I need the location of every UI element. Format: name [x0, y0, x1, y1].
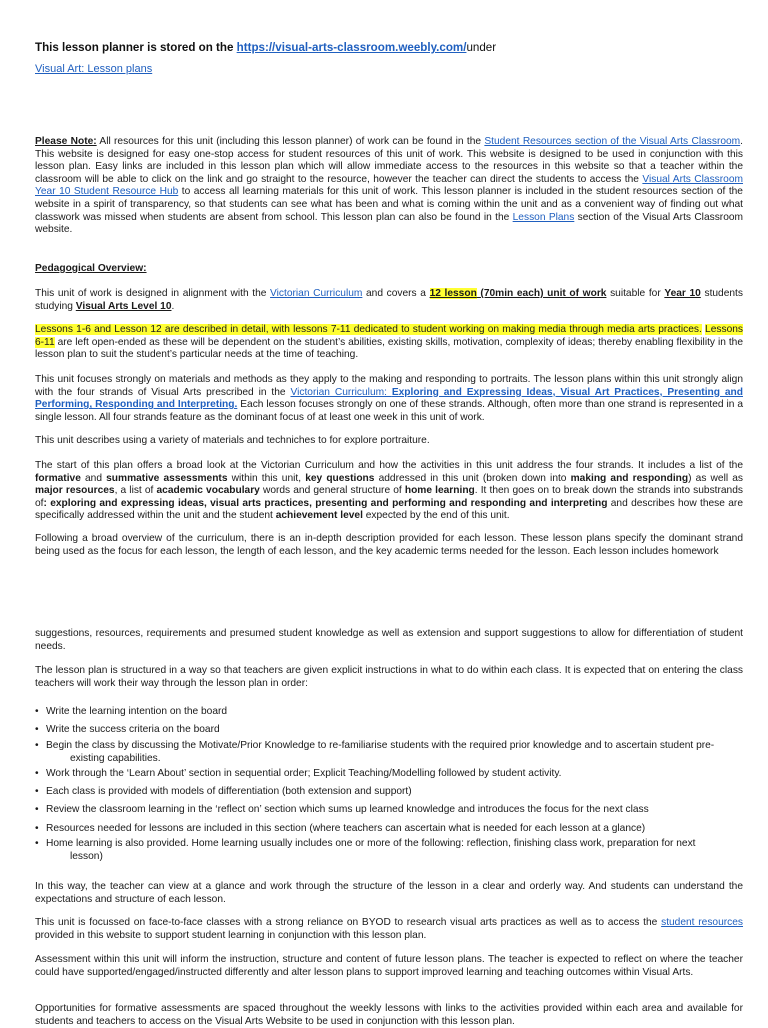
curriculum-strands-link[interactable]: Victorian Curriculum: Exploring and Expressing Ideas, Visual Art Practices, Presenting and Performing, Responding and Interpreting.: [35, 386, 743, 411]
list-item: • Work through the ‘Learn About’ section in sequential order; Explicit Teaching/Modelling followed by student activity.: [35, 768, 562, 779]
materials-methods-paragraph: This unit focuses strongly on materials and methods as they apply to the making and responding to portraits. The lesson plans within this unit strongly align with the four strands of Visual Arts prescribed in the Victorian Curriculum: Exploring and Expressing Ideas, Visual Art Practices, Presenting and Performing, Responding and Interpreting. Each lesson focuses strongly on one of these strands. Although, often more than one strand is represented in a single lesson. All four strands feature as the dominant focus of at least one week in this unit of work.: [35, 374, 744, 423]
list-item: • Write the learning intention on the board: [35, 706, 228, 717]
victorian-curriculum-link[interactable]: Victorian Curriculum: [270, 288, 363, 299]
unit-alignment-paragraph: This unit of work is designed in alignment with the Victorian Curriculum and covers a 12 lesson (70min each) unit of work suitable for Year 10 students studying Visual Arts Level 10.: [35, 288, 743, 312]
byod-paragraph: This unit is focussed on face-to-face classes with a strong reliance on BYOD to research visual arts practices as well as to access the student resources provided in this website to support student learning in conjunction with this lesson plan.: [35, 917, 743, 941]
list-item: • Review the classroom learning in the ‘reflect on’ section which sums up learned knowledge and introduces the focus for the next class: [35, 804, 649, 815]
list-item: • Resources needed for lessons are included in this section (where teachers can ascertain what is needed for each lesson at a glance): [35, 823, 646, 834]
student-resources-link[interactable]: Student Resources section of the Visual Arts Classroom: [484, 136, 741, 147]
lesson-plans-link-line: [35, 63, 743, 76]
please-note-paragraph: Please Note: All resources for this unit (including this lesson planner) of work can be found in the Student Resources section of the Visual Arts Classroom. This website is designed for easy one-stop access for student resources of this unit of work. This website is designed to be used in conjunction with this lesson plan. Easy links are included in this lesson plan which will allow immediate access to the resources in this website so that a teacher within the classroom will be able to click on the link and go straight to the resource, however the teacher can direct the students to access the Visual Arts Classroom Year 10 Student Resource Hub to access all learning materials for this unit of work. This lesson planner is included in the student resources section of the website in a spirit of transparency, so that students can see what has been and what is coming within the unit and as a convenient way of finding out what classwork was missed when students are absent from school. This lesson plan can also be found in the Lesson Plans section of the Visual Arts Classroom website.: [35, 136, 744, 236]
list-item: • Home learning is also provided. Home learning usually includes one or more of the following: reflection, finishing class work, preparation for next lesson): [35, 838, 696, 862]
planner-location-line: This lesson planner is stored on the https://visual-arts-classroom.weebly.com/under: [35, 41, 497, 54]
student-resources-inline-link[interactable]: student resources: [661, 917, 743, 928]
pedagogical-overview-heading: Pedagogical Overview:: [35, 263, 147, 274]
website-url-link[interactable]: https://visual-arts-classroom.weebly.com/: [236, 41, 467, 54]
lesson-plans-section-link[interactable]: Lesson Plans: [512, 211, 575, 223]
list-item: • Each class is provided with models of differentiation (both extension and support): [35, 786, 412, 797]
list-item: • Write the success criteria on the board: [35, 724, 220, 735]
plan-start-paragraph: The start of this plan offers a broad look at the Victorian Curriculum and how the activities in this unit address the four strands. It includes a list of the formative and summative assessments within this unit, key questions addressed in this unit (broken down into making and responding) as well as major resources, a list of academic vocabulary words and general structure of home learning. It then goes on to break down the strands into substrands of: exploring and expressing ideas, visual arts practices, presenting and performing and responding and interpreting and describes how these are specifically addressed within the unit and the student achievement level expected by the end of this unit.: [35, 460, 743, 522]
list-item: • Begin the class by discussing the Motivate/Prior Knowledge to re-familiarise students with the required prior knowledge and to ascertain student pre- existing capabilities.: [35, 740, 715, 764]
resource-hub-link[interactable]: Visual Arts Classroom Year 10 Student Resource Hub: [35, 173, 743, 198]
materials-variety-paragraph: This unit describes using a variety of materials and techniches to for explore portraiture.: [35, 435, 430, 446]
assessment-paragraph: Assessment within this unit will inform the instruction, structure and content of future lesson plans. The teacher is expected to reflect on where the teacher could have supported/engaged/instructed differently and alter lesson plans to support improved learning and teaching outcomes within Visual Arts.: [35, 954, 743, 978]
formative-opportunities-paragraph: Opportunities for formative assessments are spaced throughout the weekly lessons with links to the activities provided within each area and available for students and teachers to access on the Visual Arts Website to be used in conjunction with this lesson plan.: [35, 1003, 743, 1027]
lesson-plans-link[interactable]: Visual Art: Lesson plans: [35, 63, 153, 75]
orderly-structure-paragraph: In this way, the teacher can view at a glance and work through the structure of the lesson in a clear and orderly way. And students can understand the expectations and structure of each lesson.: [35, 881, 743, 905]
lessons-detail-paragraph: Lessons 1-6 and Lesson 12 are described in detail, with lessons 7-11 dedicated to student working on making media through media arts practices. Lessons 6-11 are left open-ended as these will be dependent on the student’s abilities, existing skills, motivation, complexity of ideas; thereby enabling flexibility in the lesson plan to suit the student’s particular needs at the time of teaching.: [35, 324, 743, 361]
lesson-structure-paragraph: The lesson plan is structured in a way so that teachers are given explicit instructions in what to do within each class. It is expected that on entering the class teachers will work their way through the lesson plan in order:: [35, 665, 743, 689]
homework-suggestions-paragraph: suggestions, resources, requirements and presumed student knowledge as well as extension and support suggestions to allow for differentiation of student needs.: [35, 628, 743, 652]
curriculum-overview-paragraph: Following a broad overview of the curriculum, there is an in-depth description provided for each lesson. These lesson plans specify the dominant strand being used as the focus for each lesson, the length of each lesson, and the key academic terms needed for the lesson. Each lesson includes homework: [35, 533, 743, 557]
